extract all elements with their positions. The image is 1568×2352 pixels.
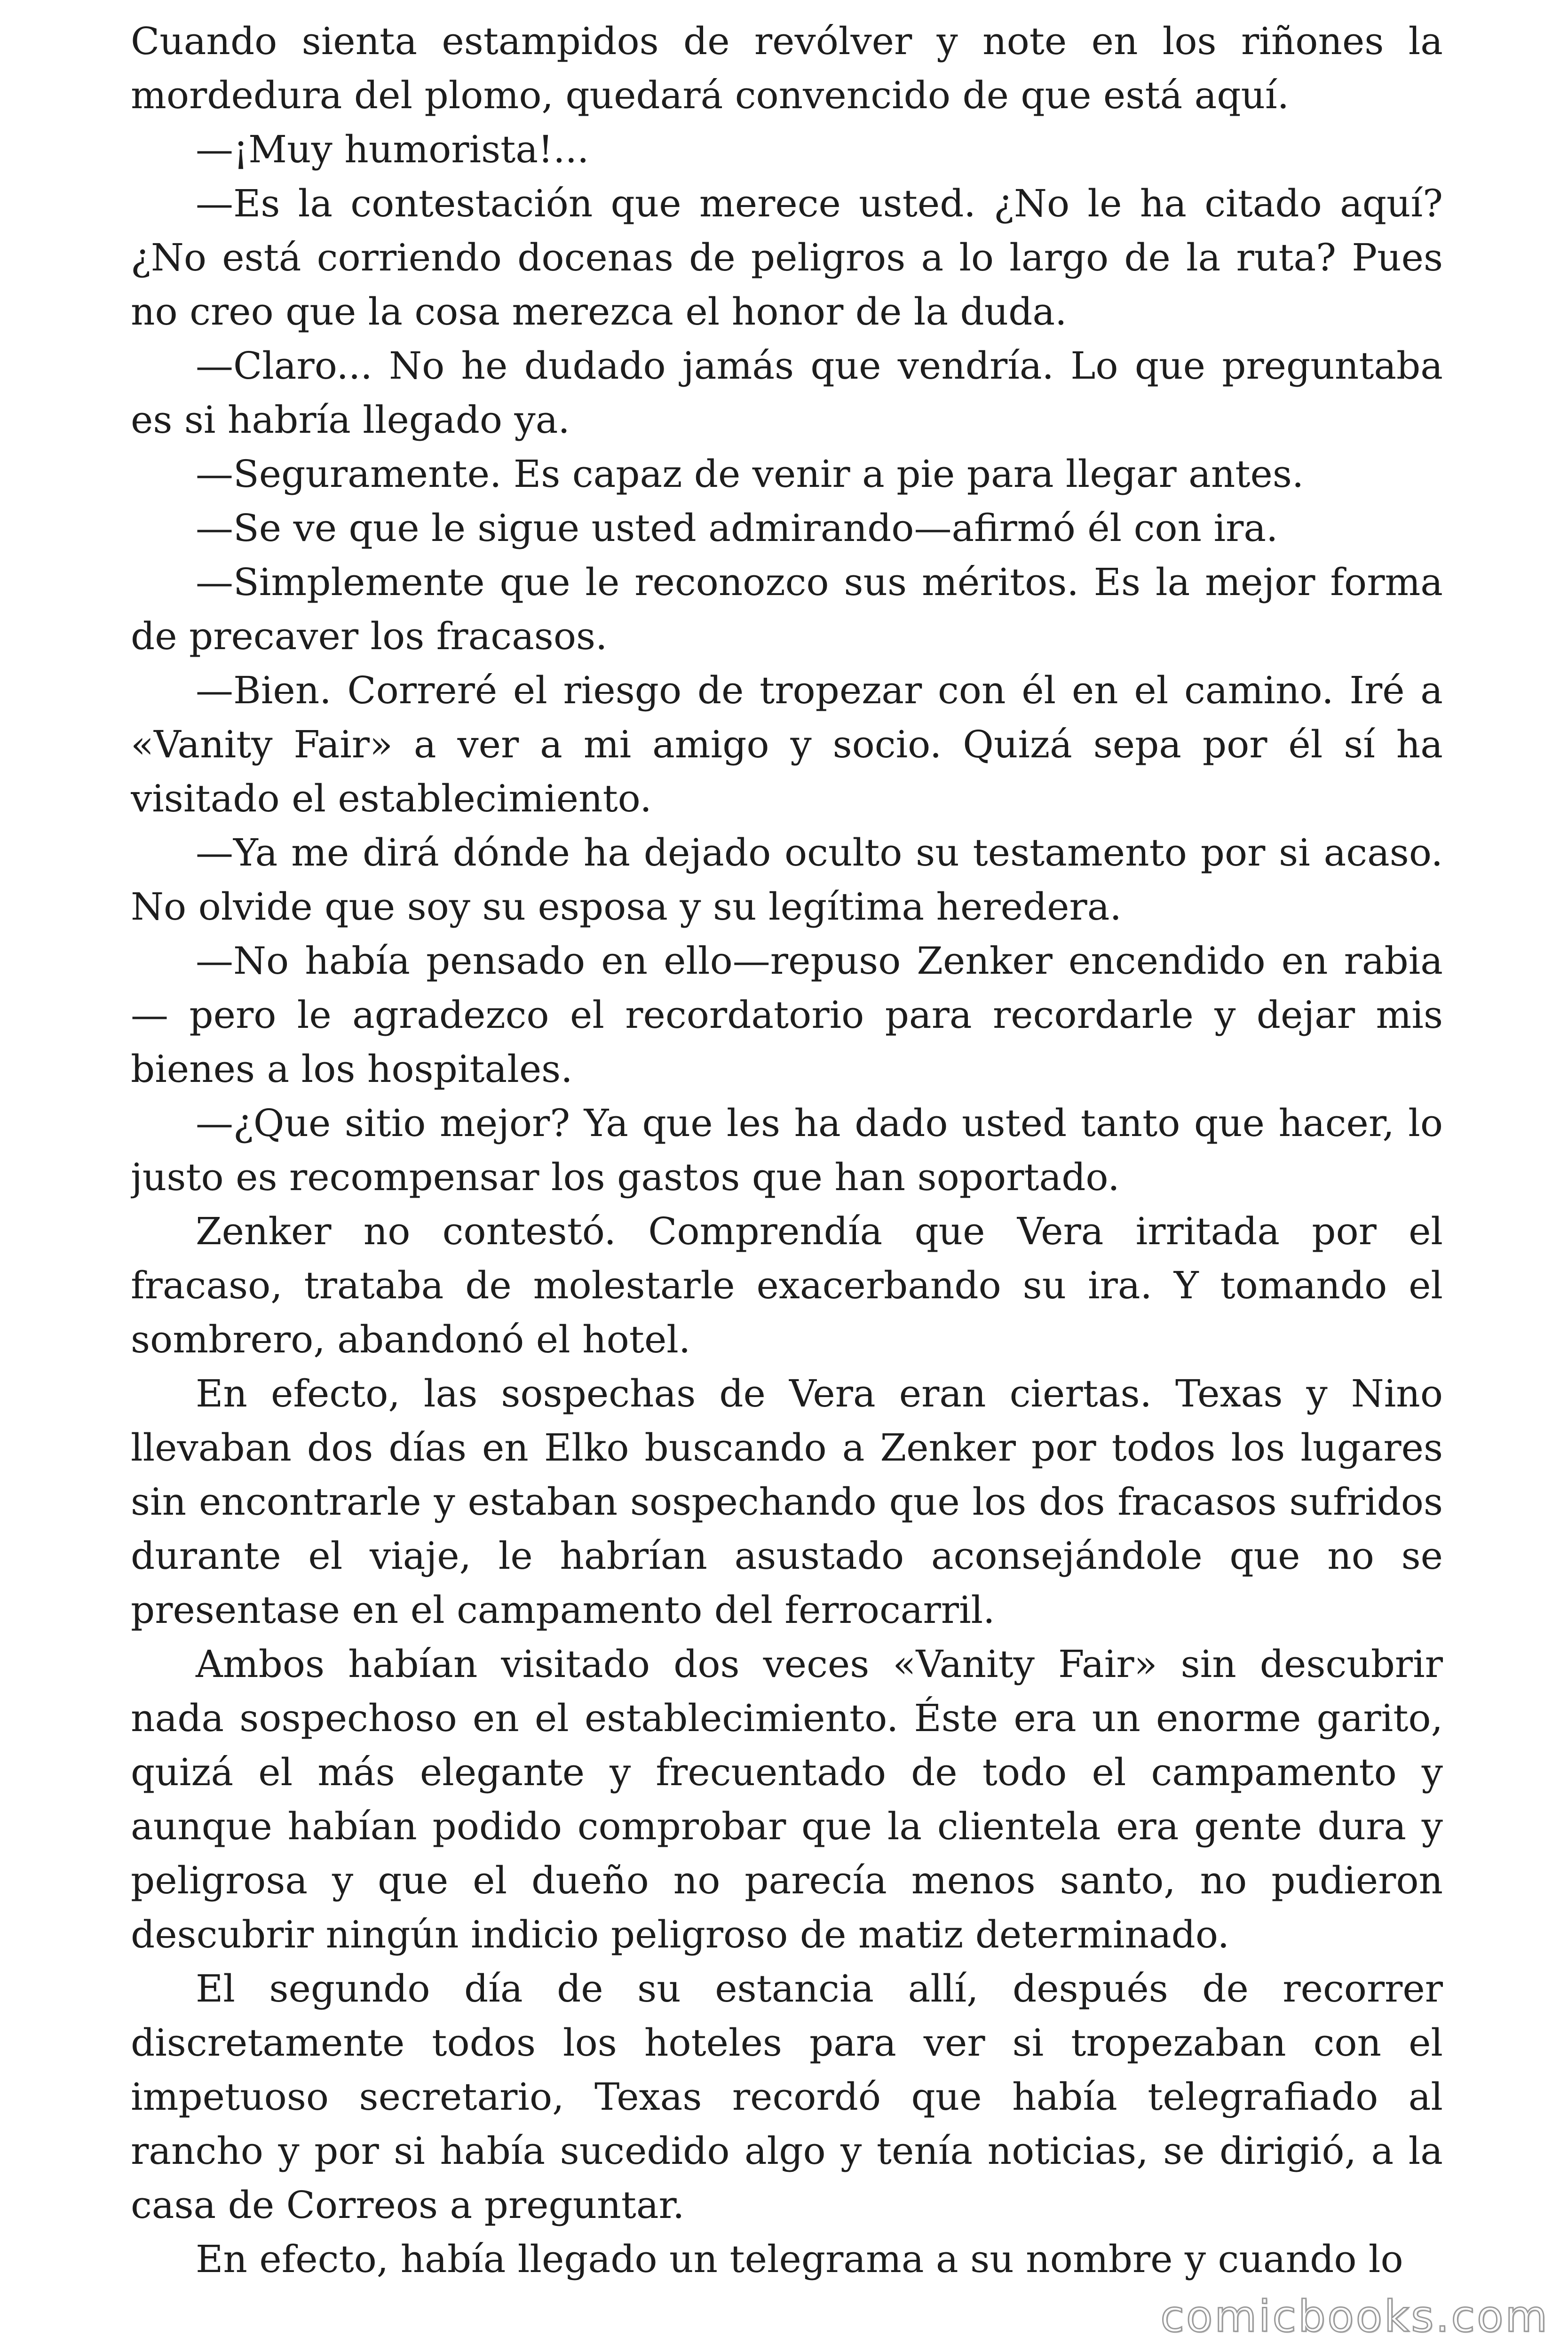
paragraph: —¡Muy humorista!... xyxy=(196,127,589,171)
paragraph: —Simplemente que le reconozco sus méritos. Es la mejor forma de precaver los fracasos. xyxy=(131,560,1443,658)
paragraph: En efecto, había llegado un telegrama a su nombre y cuando lo xyxy=(196,2237,1403,2281)
paragraph: —Claro... No he dudado jamás que vendría. Lo que preguntaba es si habría llegado ya. xyxy=(131,344,1443,442)
paragraph: Cuando sienta estampidos de revólver y note en los riñones la mordedura del plomo, quedará convencido de que está aquí. xyxy=(131,19,1443,117)
paragraph: En efecto, las sospechas de Vera eran ciertas. Texas y Nino llevaban dos días en Elko buscando a Zenker por todos los lugares sin encontrarle y estaban sospechando que los dos fracasos sufridos durante el viaje, le habrían asustado aconsejándole que no se presentase en el campamento del ferrocarril. xyxy=(131,1372,1443,1632)
book-page-text xyxy=(131,14,1443,2300)
paragraph: Zenker no contestó. Comprendía que Vera irritada por el fracaso, trataba de molestarle exacerbando su ira. Y tomando el sombrero, abandonó el hotel. xyxy=(131,1209,1443,1361)
paragraph: —Es la contestación que merece usted. ¿No le ha citado aquí? ¿No está corriendo docenas de peligros a lo largo de la ruta? Pues no creo que la cosa merezca el honor de la duda. xyxy=(131,182,1443,334)
watermark: comicbooks.com xyxy=(1160,2291,1549,2342)
paragraph: —Seguramente. Es capaz de venir a pie para llegar antes. xyxy=(196,452,1304,496)
paragraph: —No había pensado en ello—repuso Zenker encendido en rabia — pero le agradezco el recordatorio para recordarle y dejar mis bienes a los hospitales. xyxy=(131,939,1443,1091)
paragraph: —Se ve que le sigue usted admirando—afirmó él con ira. xyxy=(196,506,1278,550)
paragraph: —¿Que sitio mejor? Ya que les ha dado usted tanto que hacer, lo justo es recompensar los gastos que han soportado. xyxy=(131,1101,1443,1199)
paragraph: —Ya me dirá dónde ha dejado oculto su testamento por si acaso. No olvide que soy su esposa y su legítima heredera. xyxy=(131,831,1443,929)
paragraph: El segundo día de su estancia allí, después de recorrer discretamente todos los hoteles para ver si tropezaban con el impetuoso secretario, Texas recordó que había telegrafiado al rancho y por si había sucedido algo y tenía noticias, se dirigió, a la casa de Correos a preguntar. xyxy=(131,1967,1443,2227)
paragraph: Ambos habían visitado dos veces «Vanity Fair» sin descubrir nada sospechoso en el establecimiento. Éste era un enorme garito, quizá el más elegante y frecuentado de todo el campamento y aunque habían podido comprobar que la clientela era gente dura y peligrosa y que el dueño no parecía menos santo, no pudieron descubrir ningún indicio peligroso de matiz determinado. xyxy=(131,1642,1443,1956)
paragraph: —Bien. Correré el riesgo de tropezar con él en el camino. Iré a «Vanity Fair» a ver a mi amigo y socio. Quizá sepa por él sí ha visitado el establecimiento. xyxy=(131,668,1443,820)
